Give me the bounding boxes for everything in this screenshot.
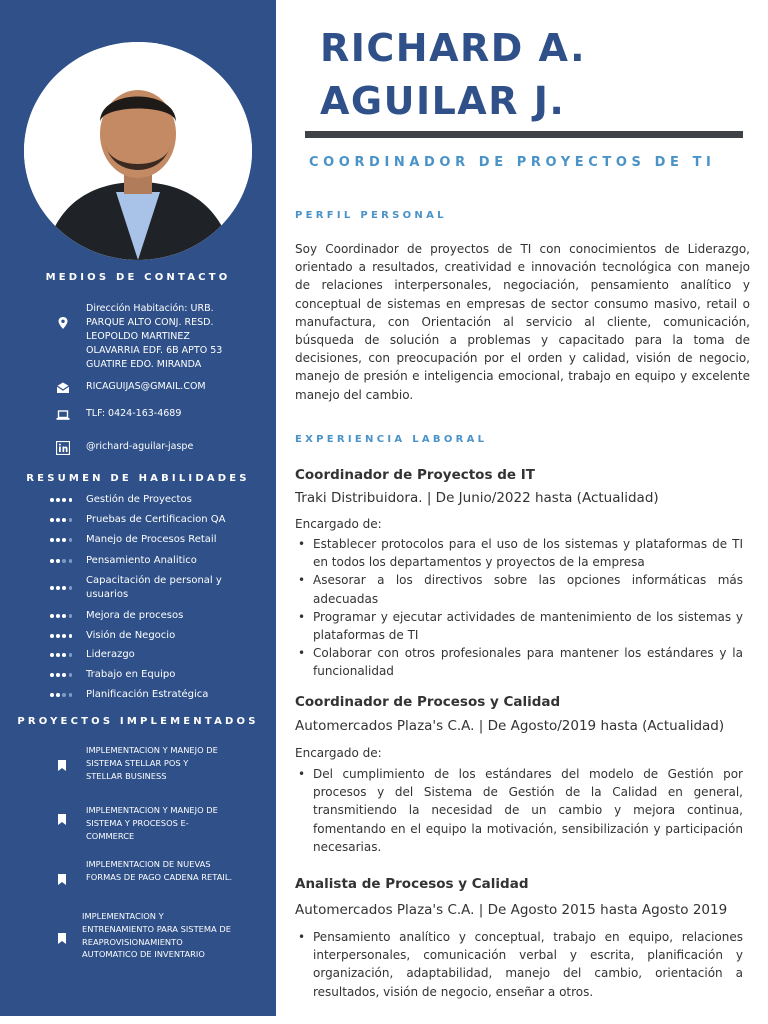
project-text: IMPLEMENTACION DE NUEVAS FORMAS DE PAGO CADENA RETAIL.	[86, 859, 233, 882]
skill-dot	[50, 653, 54, 657]
skill-dot	[62, 634, 66, 638]
linkedin-icon	[56, 441, 70, 455]
skill-dot	[50, 693, 54, 697]
job-role: Coordinador de Procesos y Calidad	[295, 694, 561, 710]
skill-dot	[56, 518, 60, 522]
address-text: Dirección Habitación: URB. PARQUE ALTO CONJ. RESD. LEOPOLDO MARTINEZ OLAVARRIA EDF. 6B APTO 53 GUATIRE EDO. MIRANDA	[86, 303, 223, 370]
skill-dot	[50, 498, 54, 502]
skill-level	[50, 538, 80, 542]
project-text: IMPLEMENTACION Y ENTRENAMIENTO PARA SISTEMA DE REAPROVISIONAMIENTO AUTOMATICO DE INVENTARIO	[82, 911, 231, 960]
portrait-illustration	[24, 42, 252, 260]
skill-dot	[50, 518, 54, 522]
title-divider	[305, 131, 743, 138]
project-item	[56, 910, 256, 961]
skill-dot	[56, 693, 60, 697]
job-company: Traki Distribuidora. | De Junio/2022 hasta (Actualidad)	[295, 490, 659, 506]
job-bullet: • Asesorar a los directivos sobre las opciones informáticas más adecuadas	[313, 571, 743, 607]
skill-level	[50, 673, 80, 677]
project-item	[56, 744, 256, 782]
skill-level	[50, 518, 80, 522]
skill-item	[50, 574, 260, 602]
sidebar	[0, 0, 276, 1016]
skill-dot	[69, 518, 73, 522]
skill-dot	[62, 498, 66, 502]
skill-dot	[56, 559, 60, 563]
job-title: COORDINADOR DE PROYECTOS DE TI	[309, 155, 716, 170]
skill-level	[50, 559, 80, 563]
skill-dot	[50, 538, 54, 542]
skill-item	[50, 493, 260, 507]
skill-dot	[50, 634, 54, 638]
contact-linkedin[interactable]	[58, 440, 258, 454]
skill-level	[50, 634, 80, 638]
job-role: Analista de Procesos y Calidad	[295, 876, 529, 892]
job-bullet: • Establecer protocolos para el uso de los sistemas y plataformas de TI en todos los departamentos y proyectos de la empresa	[313, 535, 743, 571]
name-line-2: AGUILAR J.	[320, 79, 566, 123]
skill-dot	[69, 498, 73, 502]
experience-heading: EXPERIENCIA LABORAL	[295, 434, 488, 445]
bookmark-icon	[58, 874, 66, 885]
job-bullets	[313, 535, 743, 681]
skill-dot	[56, 614, 60, 618]
bookmark-icon	[58, 814, 66, 825]
skill-dot	[62, 518, 66, 522]
job-label: Encargado de:	[295, 517, 382, 531]
bookmark-icon	[58, 933, 66, 944]
email-text[interactable]: RICAGUIJAS@GMAIL.COM	[86, 381, 206, 392]
job-bullet: • Pensamiento analítico y conceptual, trabajo en equipo, relaciones interpersonales, comunicación verbal y escrita, planificación y organización, adaptabilidad, manejo del cambio, orientación a resultados, visión de negocio, enseñar a otros.	[313, 928, 743, 1001]
location-pin-icon	[56, 316, 70, 330]
project-item	[56, 804, 256, 842]
skill-dot	[56, 538, 60, 542]
skill-item	[50, 648, 260, 662]
contact-heading: MEDIOS DE CONTACTO	[45, 272, 231, 283]
profile-heading: PERFIL PERSONAL	[295, 210, 447, 221]
skill-label: Pensamiento Analitico	[86, 555, 197, 566]
skill-level	[50, 614, 80, 618]
job-bullets	[313, 928, 743, 1001]
envelope-icon	[56, 381, 70, 395]
skill-dot	[62, 586, 66, 590]
skill-level	[50, 653, 80, 657]
job-role: Coordinador de Proyectos de IT	[295, 467, 535, 483]
job-bullet: • Del cumplimiento de los estándares del modelo de Gestión por procesos y del Sistema de Gestión de la Calidad en general, transmitiendo la necesidad de un cambio y mejora continua, fomentando en el equipo la motivación, sensibilización y participación necesarias.	[313, 765, 743, 856]
skill-dot	[69, 586, 73, 590]
job-bullet: • Colaborar con otros profesionales para mantener los estándares y la funcionalidad	[313, 644, 743, 680]
contact-address	[58, 302, 258, 372]
skill-dot	[56, 586, 60, 590]
skill-dot	[62, 559, 66, 563]
contact-phone	[58, 407, 258, 421]
job-company: Automercados Plaza's C.A. | De Agosto/2019 hasta (Actualidad)	[295, 718, 725, 734]
skill-dot	[56, 653, 60, 657]
projects-heading: PROYECTOS IMPLEMENTADOS	[17, 716, 259, 727]
skill-label: Planificación Estratégica	[86, 689, 209, 700]
skill-dot	[50, 673, 54, 677]
skill-dot	[69, 673, 73, 677]
bookmark-icon	[58, 760, 66, 771]
job-label: Encargado de:	[295, 746, 382, 760]
job-company: Automercados Plaza's C.A. | De Agosto 2015 hasta Agosto 2019	[295, 902, 728, 918]
skill-dot	[69, 614, 73, 618]
project-text: IMPLEMENTACION Y MANEJO DE SISTEMA STELLAR POS Y STELLAR BUSINESS	[86, 745, 218, 781]
skill-level	[50, 498, 80, 502]
skill-item	[50, 554, 260, 568]
skill-label: Manejo de Procesos Retail	[86, 534, 217, 545]
phone-text: TLF: 0424-163-4689	[86, 408, 182, 419]
skill-label: Gestión de Proyectos	[86, 494, 192, 505]
skill-label: Pruebas de Certificacion QA	[86, 514, 226, 525]
profile-text: Soy Coordinador de proyectos de TI con conocimientos de Liderazgo, orientado a resultados, creatividad e innovación tecnológica con manejo de relaciones interpersonales, negociación, pensamiento analítico y conceptual de sistemas en empresas de sector consumo masivo, retail o manufactura, con Orientación al servicio al cliente, comunicación, búsqueda de solución a problemas y capacitado para la toma de decisiones, con preocupación por el orden y calidad, visión de negocio, manejo de presión e inteligencia emocional, trabajo en equipo y excelente manejo del cambio.	[295, 242, 750, 402]
job-bullet: • Programar y ejecutar actividades de mantenimiento de los sistemas y plataformas de TI	[313, 608, 743, 644]
skills-heading: RESUMEN DE HABILIDADES	[26, 473, 250, 484]
skill-dot	[69, 653, 73, 657]
skill-dot	[62, 653, 66, 657]
skill-dot	[69, 538, 73, 542]
skill-dot	[62, 673, 66, 677]
contact-email[interactable]	[58, 380, 258, 394]
skill-label: Trabajo en Equipo	[86, 669, 176, 680]
skill-item	[50, 629, 260, 643]
project-item	[56, 858, 256, 884]
skill-dot	[62, 614, 66, 618]
skill-label: Capacitación de personal y usuarios	[86, 575, 222, 600]
skill-dot	[69, 559, 73, 563]
project-text: IMPLEMENTACION Y MANEJO DE SISTEMA Y PROCESOS E-COMMERCE	[86, 805, 218, 841]
skill-dot	[50, 586, 54, 590]
skill-dot	[69, 634, 73, 638]
skill-label: Mejora de procesos	[86, 610, 184, 621]
skill-dot	[50, 614, 54, 618]
skill-item	[50, 688, 260, 702]
person-name	[320, 22, 586, 128]
skill-label: Liderazgo	[86, 649, 135, 660]
skill-dot	[62, 538, 66, 542]
skill-dot	[62, 693, 66, 697]
name-line-1: RICHARD A.	[320, 26, 587, 70]
skill-item	[50, 513, 260, 527]
skill-dot	[69, 693, 73, 697]
skill-item	[50, 533, 260, 547]
skill-level	[50, 693, 80, 697]
skill-item	[50, 668, 260, 682]
skill-level	[50, 586, 80, 590]
skill-dot	[56, 673, 60, 677]
skill-dot	[56, 498, 60, 502]
skill-dot	[50, 559, 54, 563]
skill-label: Visión de Negocio	[86, 630, 176, 641]
linkedin-text[interactable]: @richard-aguilar-jaspe	[86, 441, 194, 452]
laptop-icon	[56, 408, 70, 422]
skill-item	[50, 609, 260, 623]
skill-dot	[56, 634, 60, 638]
profile-photo	[24, 42, 252, 260]
job-bullets	[313, 765, 743, 856]
